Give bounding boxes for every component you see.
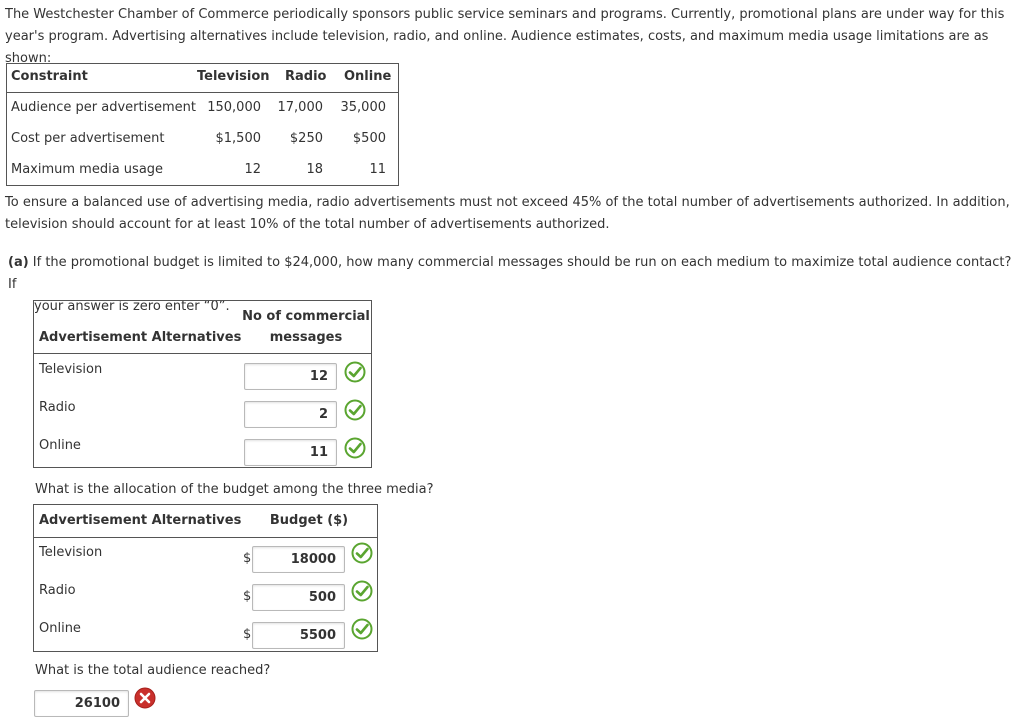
cell-max-online: 11 — [369, 162, 386, 177]
total-audience-question: What is the total audience reached? — [35, 663, 271, 678]
budget-row-label-online: Online — [39, 621, 81, 636]
budget-row-label-radio: Radio — [39, 583, 76, 598]
cell-audience-tv: 150,000 — [207, 100, 261, 115]
messages-row-label-online: Online — [39, 438, 81, 453]
budget-row-label-television: Television — [39, 545, 103, 560]
header-constraint: Constraint — [11, 69, 88, 84]
problem-intro: The Westchester Chamber of Commerce periodically sponsors public service seminars and programs. Currently, promotional plans are under way for this year's program. Advertising alternatives include television, radio, and online. Audience estimates, costs, and maximum media usage limitations are as shown: — [5, 7, 1005, 66]
online-messages-input[interactable] — [244, 439, 337, 466]
currency-symbol: $ — [243, 551, 252, 566]
cell-cost-tv: $1,500 — [215, 131, 261, 146]
television-messages-input[interactable] — [244, 363, 337, 390]
cell-cost-radio: $250 — [289, 131, 323, 146]
online-budget-input[interactable] — [252, 622, 345, 649]
check-circle-icon — [351, 618, 373, 640]
messages-row-label-radio: Radio — [39, 400, 76, 415]
question-a-text-line2: your answer is zero enter “0”. — [34, 299, 230, 314]
currency-symbol: $ — [243, 589, 252, 604]
check-circle-icon — [351, 580, 373, 602]
question-a-part: (a) — [8, 255, 29, 270]
row-label-cost: Cost per advertisement — [11, 131, 165, 146]
budget-header-alternatives: Advertisement Alternatives — [39, 513, 242, 528]
messages-row-label-television: Television — [39, 362, 103, 377]
x-circle-icon — [134, 687, 156, 709]
radio-budget-input[interactable] — [252, 584, 345, 611]
messages-table — [33, 300, 372, 468]
header-radio: Radio — [285, 69, 327, 84]
cell-cost-online: $500 — [352, 131, 386, 146]
row-label-audience: Audience per advertisement — [11, 100, 196, 115]
header-online: Online — [344, 69, 392, 84]
check-circle-icon — [344, 437, 366, 459]
row-label-max-usage: Maximum media usage — [11, 162, 164, 177]
question-a-text-line1: If the promotional budget is limited to $24,000, how many commercial messages should be run on each medium to maximize total audience contact? If — [8, 255, 1012, 292]
check-circle-icon — [344, 399, 366, 421]
budget-header-amount: Budget ($) — [269, 513, 349, 528]
total-audience-input[interactable] — [34, 690, 129, 717]
header-television: Television — [197, 69, 270, 84]
check-circle-icon — [344, 361, 366, 383]
constraint-table — [6, 63, 399, 186]
cell-audience-online: 35,000 — [340, 100, 386, 115]
balance-constraint-text: To ensure a balanced use of advertising media, radio advertisements must not exceed 45% of the total number of advertisements authorized. In addition, television should account for at least 10% of the total number of advertisements authorized. — [5, 195, 1010, 232]
radio-messages-input[interactable] — [244, 401, 337, 428]
messages-header-alternatives: Advertisement Alternatives — [39, 330, 242, 345]
messages-header-count-line2: messages — [269, 330, 343, 345]
television-budget-input[interactable] — [252, 546, 345, 573]
cell-max-tv: 12 — [244, 162, 261, 177]
cell-max-radio: 18 — [306, 162, 323, 177]
currency-symbol: $ — [243, 627, 252, 642]
budget-question: What is the allocation of the budget among the three media? — [35, 482, 434, 497]
budget-table — [33, 504, 378, 652]
cell-audience-radio: 17,000 — [277, 100, 323, 115]
check-circle-icon — [351, 542, 373, 564]
messages-header-count-line1: No of commercial — [242, 309, 370, 324]
